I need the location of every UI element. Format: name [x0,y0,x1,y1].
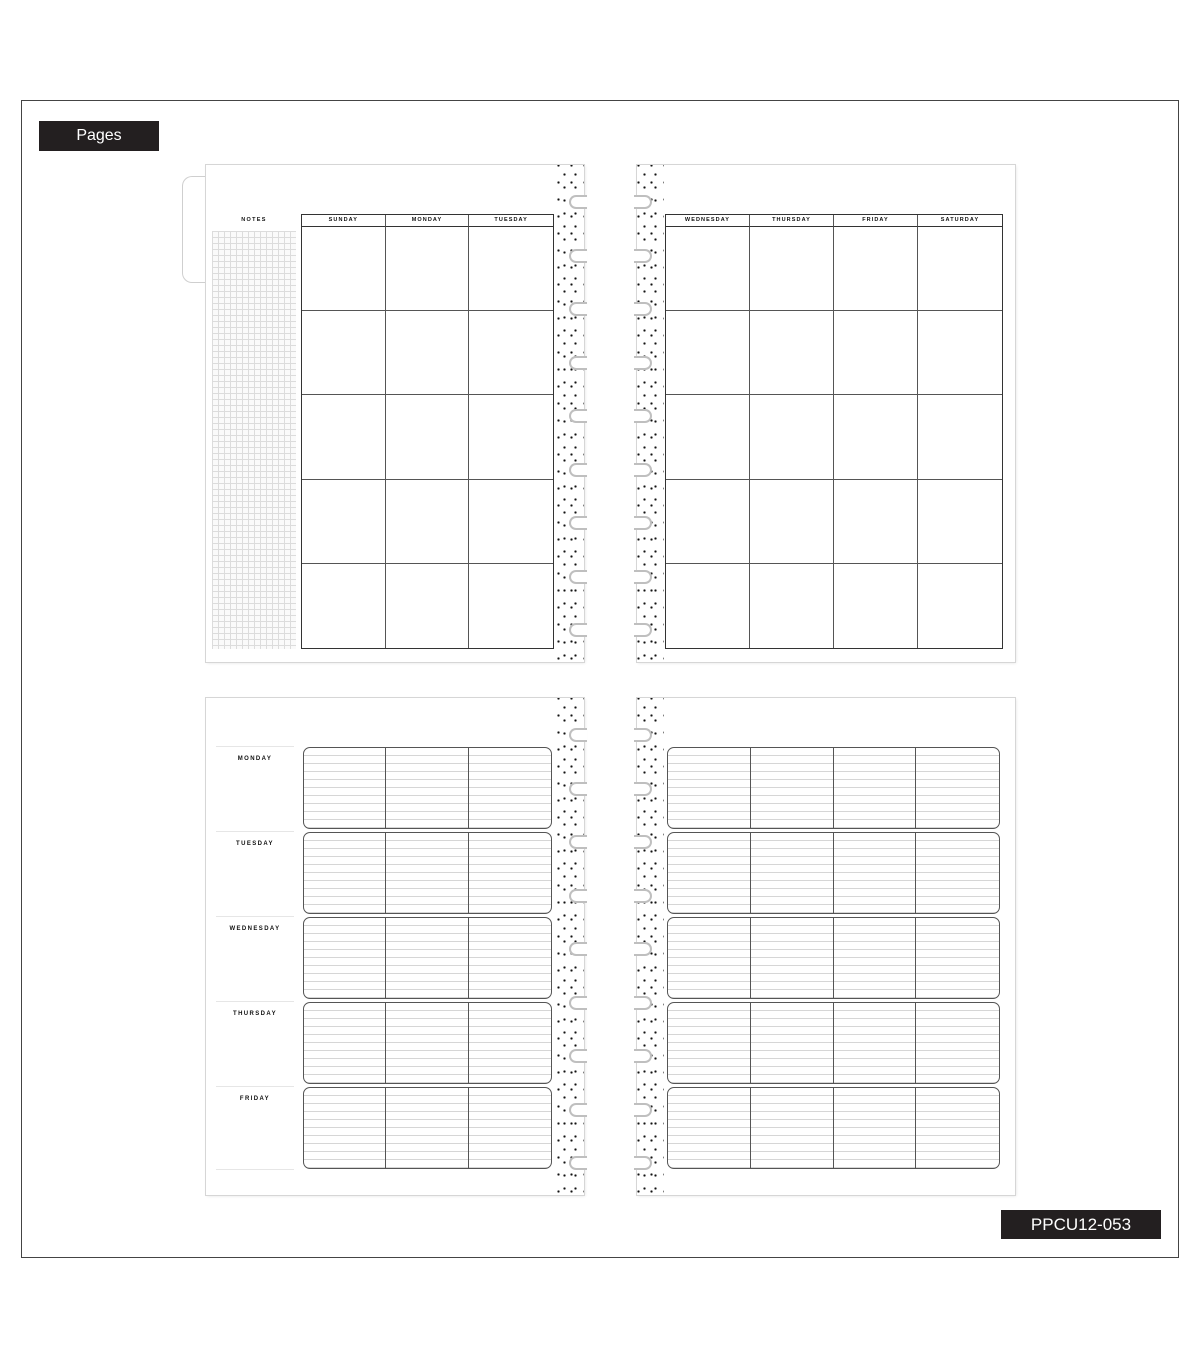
weekly-column [304,918,386,998]
calendar-cell [750,564,834,648]
weekly-column [834,833,917,913]
day-label: WEDNESDAY [229,926,281,932]
disc-hole [569,889,587,903]
disc-hole [569,728,587,742]
day-divider [216,1086,294,1087]
calendar-cell [834,227,918,311]
disc-hole [569,356,587,370]
disc-hole [569,302,587,316]
disc-hole [634,889,652,903]
day-divider [216,916,294,917]
day-label: MONDAY [237,756,273,762]
weekly-column [469,748,551,828]
calendar-cell [918,227,1002,311]
disc-hole [569,835,587,849]
disc-hole [569,1156,587,1170]
calendar-cell [469,480,553,564]
calendar-cell [302,227,386,311]
weekly-row-box [667,1002,1000,1084]
calendar-cell [918,395,1002,479]
disc-hole [634,623,652,637]
disc-hole [634,1156,652,1170]
disc-hole [569,195,587,209]
weekly-column [834,748,917,828]
notes-grid [212,231,296,649]
weekly-row-box [667,747,1000,829]
calendar-cell [386,480,470,564]
disc-hole [634,249,652,263]
disc-hole [634,942,652,956]
calendar-cell [750,480,834,564]
weekly-column [304,748,386,828]
calendar-cell [469,311,553,395]
weekly-column [668,833,751,913]
weekly-column [916,748,999,828]
calendar-cell [386,395,470,479]
day-divider [216,831,294,832]
weekly-column [751,833,834,913]
weekly-row-box [303,917,552,999]
day-divider [216,1001,294,1002]
calendar-cell [666,227,750,311]
disc-hole [569,1103,587,1117]
calendar-cell [666,311,750,395]
weekly-column [304,833,386,913]
day-label: TUESDAY [236,841,274,847]
calendar-cell [469,564,553,648]
day-header: WEDNESDAY [666,215,750,227]
day-header: FRIDAY [834,215,918,227]
monthly-calendar-left [301,214,554,649]
disc-hole [634,996,652,1010]
calendar-cell [918,311,1002,395]
weekly-column [469,1088,551,1168]
weekly-column [916,1088,999,1168]
weekly-row-box [303,832,552,914]
disc-hole [569,942,587,956]
disc-hole [569,249,587,263]
weekly-column [916,833,999,913]
monthly-page-right [637,165,1015,662]
disc-hole [634,1049,652,1063]
disc-hole [634,570,652,584]
disc-hole [634,728,652,742]
weekly-column [834,1003,917,1083]
weekly-column [304,1088,386,1168]
weekly-column [751,1088,834,1168]
disc-hole [634,516,652,530]
weekly-column [668,1003,751,1083]
disc-hole [634,1103,652,1117]
disc-hole [634,302,652,316]
weekly-column [834,918,917,998]
monthly-page-left [206,165,584,662]
dot-pattern-strip [557,698,584,1195]
disc-hole [634,356,652,370]
page-tab [182,176,208,283]
notes-title: NOTES [241,217,267,223]
weekly-column [751,918,834,998]
calendar-cell [302,564,386,648]
weekly-row-box [667,1087,1000,1169]
weekly-column [386,748,468,828]
day-label: FRIDAY [239,1096,271,1102]
disc-hole [569,570,587,584]
dot-pattern-strip [637,165,664,662]
dot-pattern-strip [557,165,584,662]
calendar-cell [386,564,470,648]
pages-label: Pages [39,121,159,151]
monthly-calendar-right [665,214,1003,649]
disc-hole [569,409,587,423]
calendar-cell [666,480,750,564]
disc-hole [569,516,587,530]
day-divider [216,746,294,747]
weekly-column [386,833,468,913]
day-header: THURSDAY [750,215,834,227]
calendar-cell [302,480,386,564]
weekly-row-box [667,917,1000,999]
sku-label: PPCU12-053 [1001,1210,1161,1239]
calendar-cell [469,395,553,479]
day-header: SATURDAY [918,215,1002,227]
disc-hole [569,1049,587,1063]
disc-hole [634,463,652,477]
weekly-column [386,1003,468,1083]
calendar-cell [834,480,918,564]
calendar-cell [750,395,834,479]
weekly-column [916,1003,999,1083]
calendar-cell [302,311,386,395]
disc-hole [634,195,652,209]
calendar-cell [386,227,470,311]
calendar-cell [834,311,918,395]
calendar-cell [469,227,553,311]
weekly-column [469,918,551,998]
calendar-cell [386,311,470,395]
calendar-cell [302,395,386,479]
calendar-cell [666,395,750,479]
weekly-column [668,748,751,828]
weekly-row-box [303,1002,552,1084]
disc-hole [569,623,587,637]
calendar-cell [750,311,834,395]
weekly-row-box [303,1087,552,1169]
day-divider [216,1169,294,1170]
calendar-cell [834,564,918,648]
day-label: THURSDAY [233,1011,277,1017]
day-header: SUNDAY [302,215,386,227]
weekly-row-box [303,747,552,829]
calendar-cell [666,564,750,648]
weekly-column [751,748,834,828]
calendar-cell [918,480,1002,564]
weekly-column [668,918,751,998]
weekly-column [469,1003,551,1083]
disc-hole [569,996,587,1010]
weekly-column [834,1088,917,1168]
day-header: TUESDAY [469,215,553,227]
calendar-cell [750,227,834,311]
dot-pattern-strip [637,698,664,1195]
weekly-column [751,1003,834,1083]
disc-hole [634,782,652,796]
weekly-column [386,918,468,998]
weekly-column [668,1088,751,1168]
weekly-column [304,1003,386,1083]
weekly-page-right [637,698,1015,1195]
weekly-column [386,1088,468,1168]
disc-hole [569,463,587,477]
disc-hole [634,409,652,423]
calendar-cell [834,395,918,479]
disc-hole [569,782,587,796]
disc-hole [634,835,652,849]
weekly-column [916,918,999,998]
weekly-column [469,833,551,913]
calendar-cell [918,564,1002,648]
weekly-row-box [667,832,1000,914]
weekly-page-left [206,698,584,1195]
day-header: MONDAY [386,215,470,227]
